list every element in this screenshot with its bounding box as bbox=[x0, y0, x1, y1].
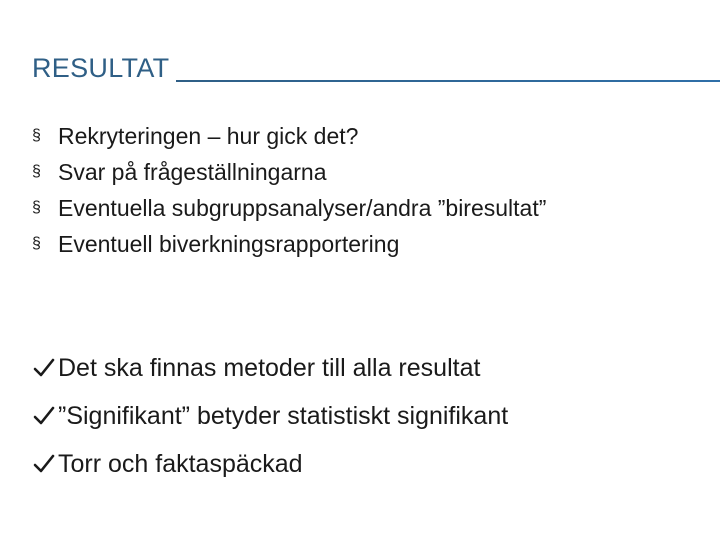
list-item bbox=[32, 392, 508, 440]
checkmark-icon bbox=[32, 356, 56, 380]
check-text: Det ska finnas metoder till alla resultat bbox=[58, 353, 481, 382]
title-underline bbox=[176, 80, 720, 82]
checkmark-icon bbox=[32, 404, 56, 428]
checkmark-icon bbox=[32, 452, 56, 476]
bullet-text: Rekryteringen – hur gick det? bbox=[58, 122, 359, 149]
check-text: Torr och faktaspäckad bbox=[58, 449, 303, 478]
slide-title: RESULTAT bbox=[32, 53, 170, 83]
bullet-text: Eventuell biverkningsrapportering bbox=[58, 230, 400, 257]
checklist bbox=[32, 344, 508, 488]
section-sign-icon: § bbox=[32, 127, 41, 144]
check-text: ”Signifikant” betyder statistiskt signifikant bbox=[58, 401, 509, 430]
list-item bbox=[32, 118, 546, 154]
section-sign-icon: § bbox=[32, 235, 41, 252]
list-item bbox=[32, 154, 546, 190]
list-item bbox=[32, 440, 508, 488]
list-item bbox=[32, 344, 508, 392]
section-sign-icon: § bbox=[32, 199, 41, 216]
bullet-text: Svar på frågeställningarna bbox=[58, 158, 327, 185]
section-sign-icon: § bbox=[32, 163, 41, 180]
list-item bbox=[32, 190, 546, 226]
list-item bbox=[32, 226, 546, 262]
bullet-list bbox=[32, 118, 546, 262]
bullet-text: Eventuella subgruppsanalyser/andra ”biresultat” bbox=[58, 194, 547, 221]
